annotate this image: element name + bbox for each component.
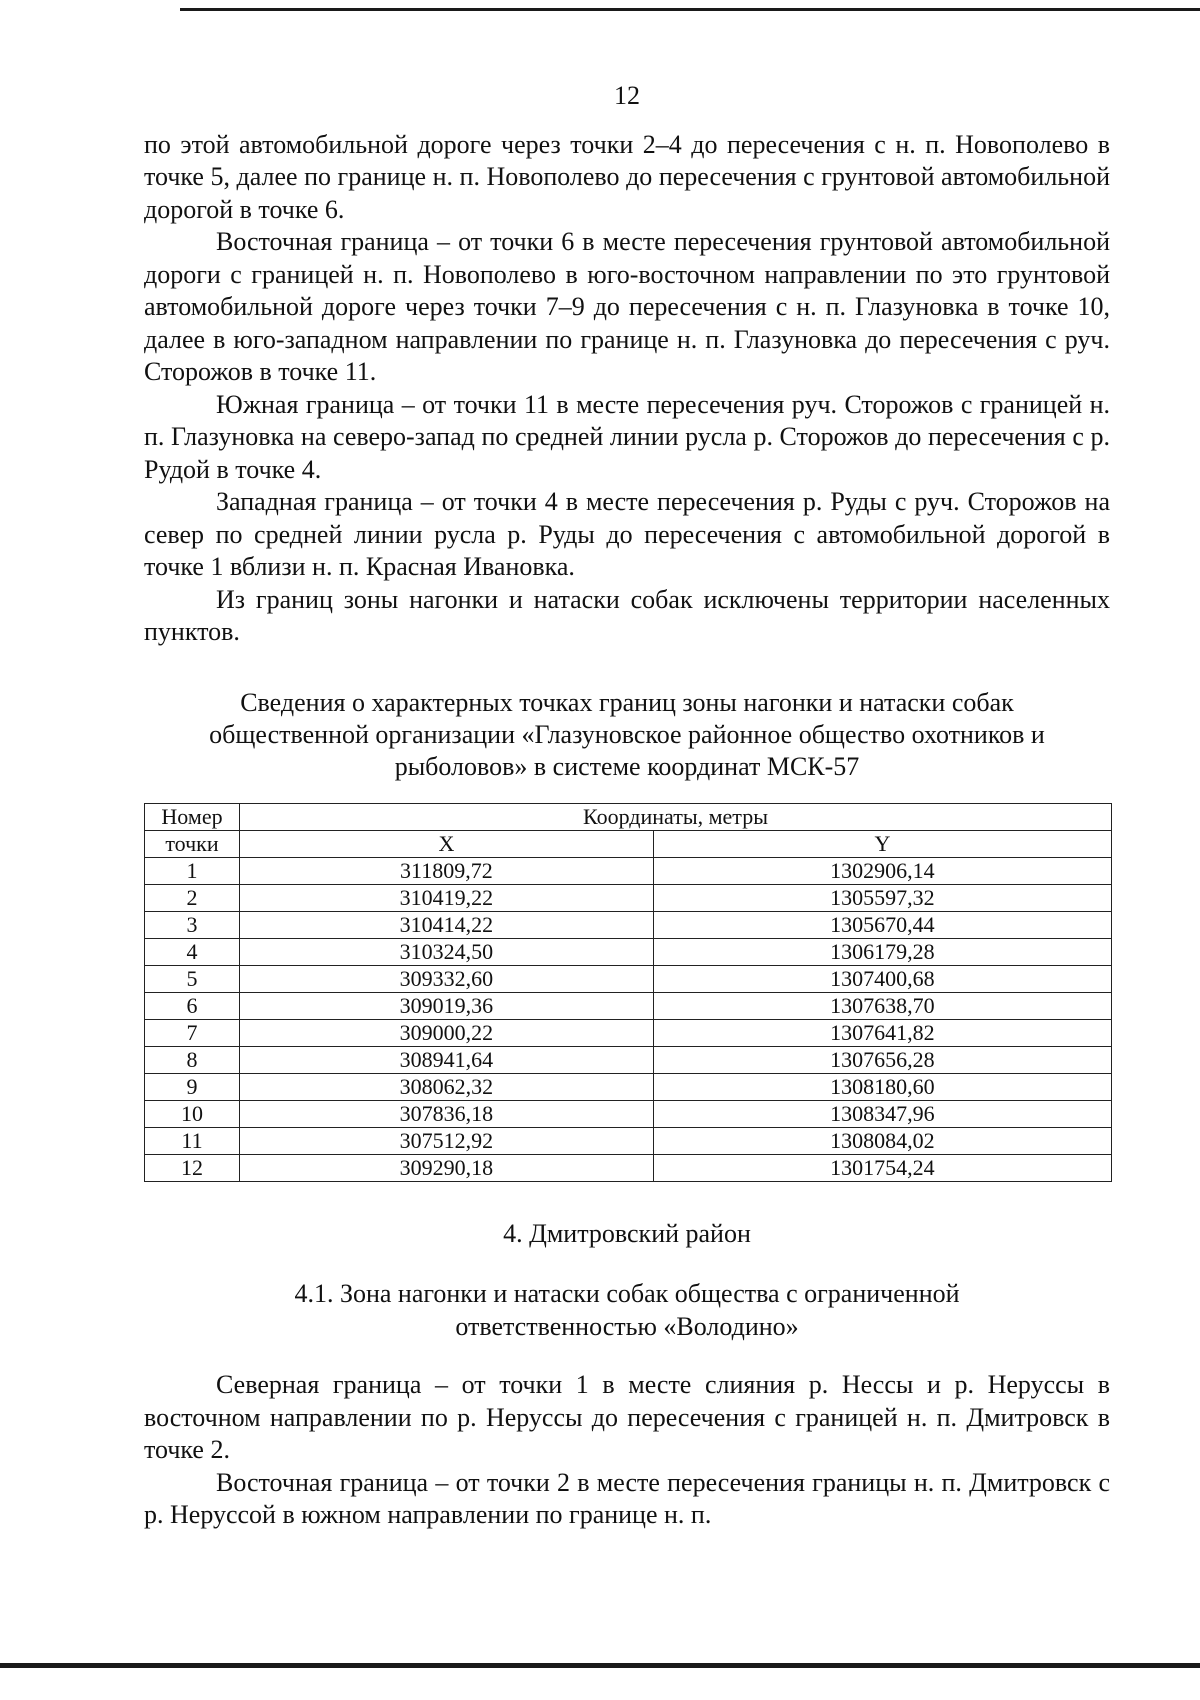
cell-x: 308062,32 bbox=[240, 1073, 654, 1100]
subsection-heading: 4.1. Зона нагонки и натаски собак общества с ограниченной ответственностью «Володино» bbox=[294, 1279, 960, 1341]
table-row bbox=[145, 992, 1112, 1019]
cell-point: 6 bbox=[145, 992, 240, 1019]
cell-y: 1302906,14 bbox=[653, 857, 1111, 884]
cell-point: 1 bbox=[145, 857, 240, 884]
cell-y: 1307641,82 bbox=[653, 1019, 1111, 1046]
table-row bbox=[145, 1019, 1112, 1046]
cell-y: 1305670,44 bbox=[653, 911, 1111, 938]
paragraph-continuation: по этой автомобильной дороге через точки 2–4 до пересечения с н. п. Новополево в точке 5, далее по границе н. п. Новополево до пересечения с грунтовой автомобильной дорогой в точке 6. bbox=[144, 129, 1110, 224]
cell-y: 1301754,24 bbox=[653, 1154, 1111, 1181]
table-caption: Сведения о характерных точках границ зоны нагонки и натаски собак общественной организации «Глазуновское районное общество охотников и рыболовов» в системе координат МСК-57 bbox=[209, 687, 1045, 781]
table-row bbox=[145, 857, 1112, 884]
page-number: 12 bbox=[614, 81, 640, 110]
cell-y: 1306179,28 bbox=[653, 938, 1111, 965]
coordinates-table bbox=[144, 803, 1112, 1182]
header-point-number-line1: Номер bbox=[145, 803, 240, 830]
table-row bbox=[145, 1046, 1112, 1073]
cell-point: 11 bbox=[145, 1127, 240, 1154]
table-row bbox=[145, 911, 1112, 938]
cell-point: 3 bbox=[145, 911, 240, 938]
paragraph-south-border: Южная граница – от точки 11 в месте пересечения руч. Сторожов с границей н. п. Глазуновка на северо-запад по средней линии русла р. Сторожов до пересечения с р. Рудой в точке 4. bbox=[144, 389, 1110, 484]
cell-x: 310324,50 bbox=[240, 938, 654, 965]
cell-x: 309332,60 bbox=[240, 965, 654, 992]
cell-y: 1307400,68 bbox=[653, 965, 1111, 992]
header-x: X bbox=[240, 830, 654, 857]
table-body bbox=[145, 857, 1112, 1181]
table-row bbox=[145, 1073, 1112, 1100]
cell-point: 5 bbox=[145, 965, 240, 992]
header-point-number-line2: точки bbox=[145, 830, 240, 857]
cell-y: 1307656,28 bbox=[653, 1046, 1111, 1073]
header-coordinates: Координаты, метры bbox=[240, 803, 1112, 830]
table-row bbox=[145, 938, 1112, 965]
header-y: Y bbox=[653, 830, 1111, 857]
cell-point: 4 bbox=[145, 938, 240, 965]
paragraph-east-border: Восточная граница – от точки 6 в месте пересечения грунтовой автомобильной дороги с границей н. п. Новополево в юго-восточном направлении по это грунтовой автомобильной дороге через точки 7–9 до пересечения с н. п. Глазуновка в точке 10, далее в юго-западном направлении по границе н. п. Глазуновка до пересечения с руч. Сторожов в точке 11. bbox=[144, 227, 1110, 386]
table-row bbox=[145, 884, 1112, 911]
cell-x: 307836,18 bbox=[240, 1100, 654, 1127]
cell-y: 1307638,70 bbox=[653, 992, 1111, 1019]
table-row bbox=[145, 1100, 1112, 1127]
cell-point: 9 bbox=[145, 1073, 240, 1100]
paragraph-north-border: Северная граница – от точки 1 в месте слияния р. Нессы и р. Неруссы в восточном направлении по р. Неруссы до пересечения с границей н. п. Дмитровск в точке 2. bbox=[144, 1370, 1110, 1464]
cell-y: 1308084,02 bbox=[653, 1127, 1111, 1154]
cell-x: 310414,22 bbox=[240, 911, 654, 938]
cell-point: 8 bbox=[145, 1046, 240, 1073]
cell-x: 310419,22 bbox=[240, 884, 654, 911]
cell-point: 7 bbox=[145, 1019, 240, 1046]
cell-x: 309290,18 bbox=[240, 1154, 654, 1181]
cell-y: 1308180,60 bbox=[653, 1073, 1111, 1100]
cell-y: 1305597,32 bbox=[653, 884, 1111, 911]
paragraph-west-border: Западная граница – от точки 4 в месте пересечения р. Руды с руч. Сторожов на север по средней линии русла р. Руды до пересечения с автомобильной дорогой в точке 1 вблизи н. п. Красная Ивановка. bbox=[144, 487, 1110, 581]
scan-top-edge bbox=[180, 8, 1200, 11]
cell-point: 2 bbox=[145, 884, 240, 911]
table-row bbox=[145, 965, 1112, 992]
cell-point: 12 bbox=[145, 1154, 240, 1181]
cell-point: 10 bbox=[145, 1100, 240, 1127]
cell-x: 309019,36 bbox=[240, 992, 654, 1019]
cell-x: 309000,22 bbox=[240, 1019, 654, 1046]
paragraph-exclusions: Из границ зоны нагонки и натаски собак исключены территории населенных пунктов. bbox=[144, 584, 1110, 646]
document-page bbox=[144, 80, 1110, 1532]
cell-x: 308941,64 bbox=[240, 1046, 654, 1073]
paragraph-east-border-2: Восточная граница – от точки 2 в месте пересечения границы н. п. Дмитровск с р. Неруссой в южном направлении по границе н. п. bbox=[144, 1467, 1110, 1529]
table-row bbox=[145, 1127, 1112, 1154]
cell-y: 1308347,96 bbox=[653, 1100, 1111, 1127]
scan-bottom-edge bbox=[0, 1663, 1200, 1668]
table-row bbox=[145, 1154, 1112, 1181]
cell-x: 307512,92 bbox=[240, 1127, 654, 1154]
section-heading: 4. Дмитровский район bbox=[503, 1218, 751, 1248]
cell-x: 311809,72 bbox=[240, 857, 654, 884]
